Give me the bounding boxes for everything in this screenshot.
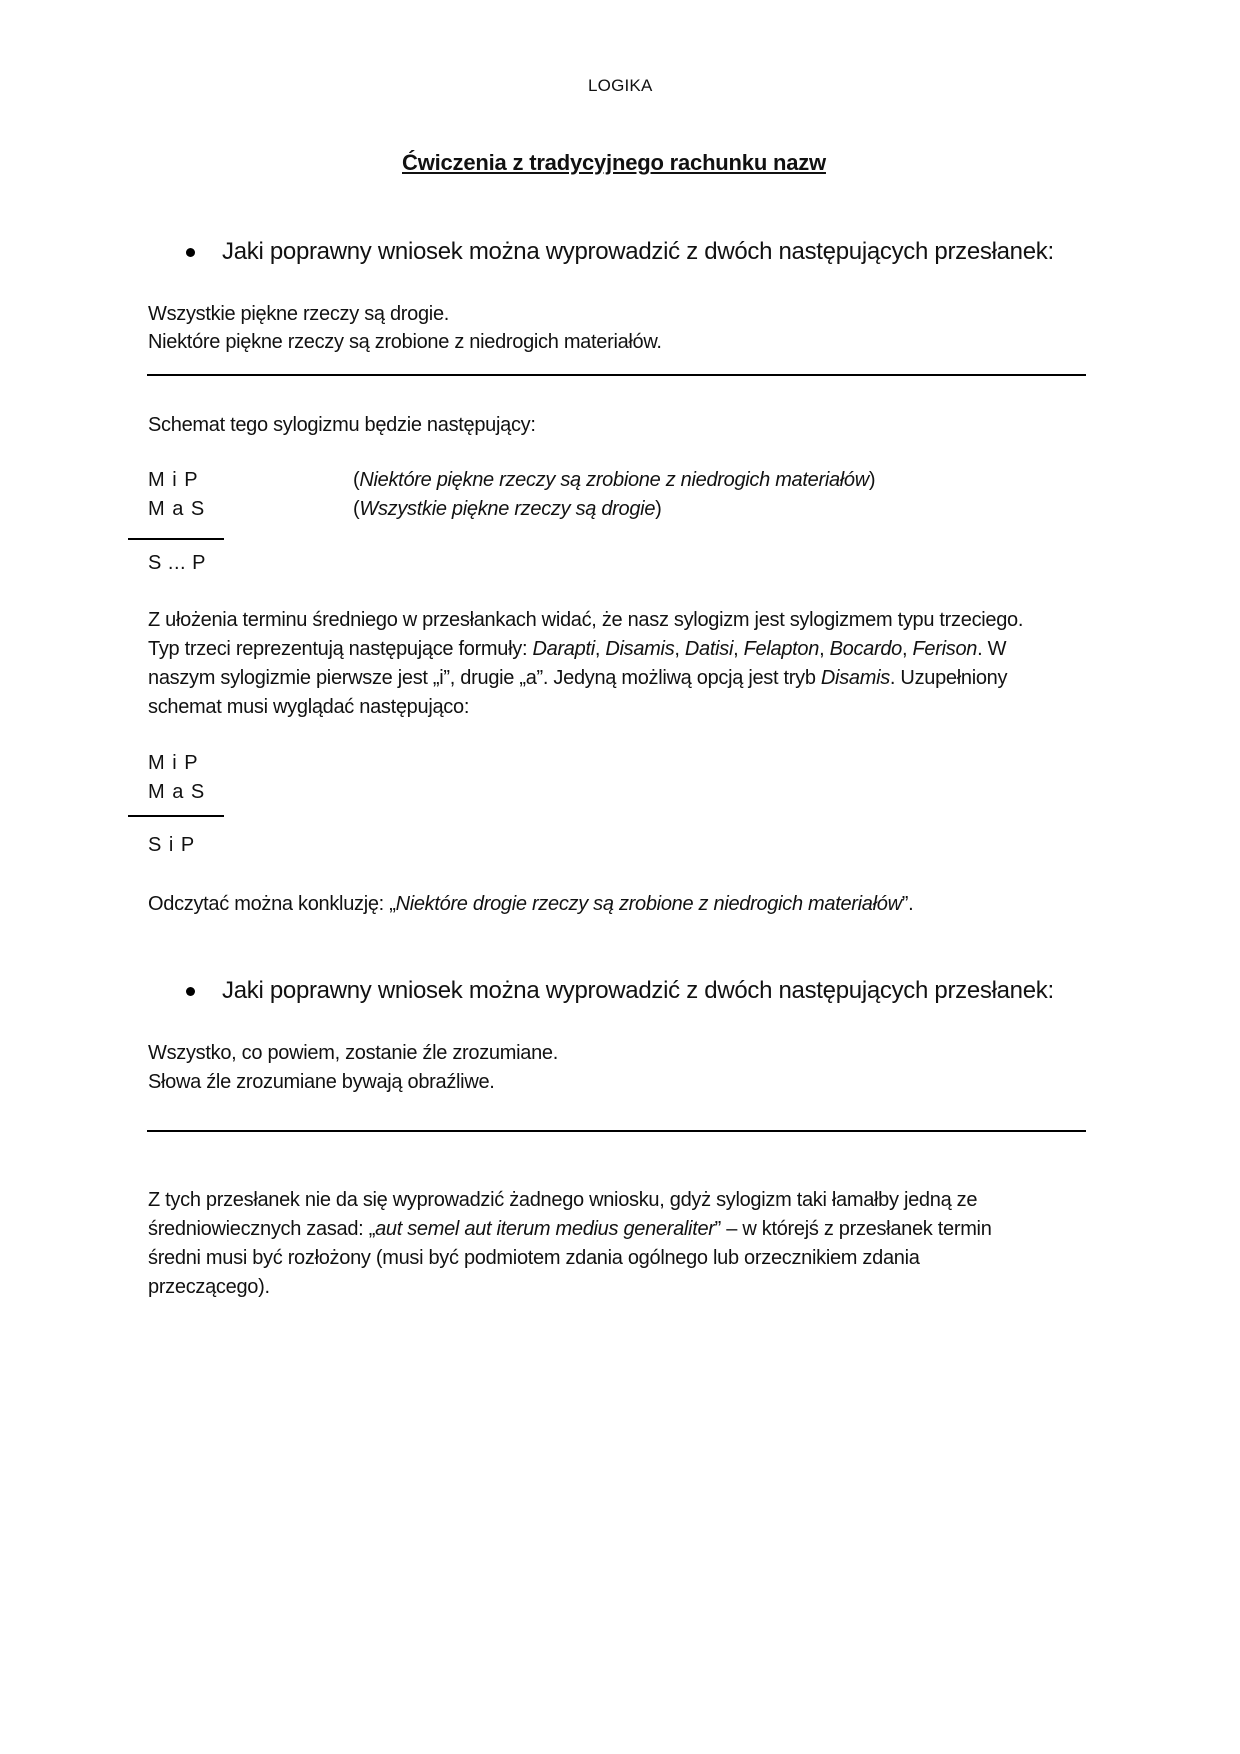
answer-line-text: przeczącego).	[148, 1276, 270, 1298]
exercise1-premise2: Niektóre piękne rzeczy są zrobione z niedrogich materiałów.	[148, 331, 662, 353]
schema2-row2: M a S	[148, 781, 206, 803]
conclusion-line	[128, 538, 224, 540]
schema-row2-note: (Wszystkie piękne rzeczy są drogie)	[353, 498, 662, 520]
schema2-row1: M i P	[148, 752, 199, 774]
conclusion-text: Odczytać można konkluzję: „Niektóre drogie rzeczy są zrobione z niedrogich materiałów”.	[148, 893, 914, 915]
schema2-conclusion: S i P	[148, 834, 196, 856]
exercise2-premise1: Wszystko, co powiem, zostanie źle zrozumiane.	[148, 1042, 558, 1064]
answer-paragraph	[148, 1186, 1088, 1302]
conclusion-line	[128, 815, 224, 817]
exercise2-question: Jaki poprawny wniosek można wyprowadzić z dwóch następujących przesłanek:	[222, 977, 1054, 1004]
explanation-line: Typ trzeci reprezentują następujące formuły: Darapti, Disamis, Datisi, Felapton, Bocardo, Ferison. W	[148, 638, 1007, 660]
bullet-icon	[186, 987, 195, 996]
schema-conclusion: S ... P	[148, 552, 206, 574]
answer-line-text: średni musi być rozłożony (musi być podmiotem zdania ogólnego lub orzecznikiem zdania	[148, 1247, 920, 1269]
explanation-line: schemat musi wyglądać następująco:	[148, 696, 470, 718]
schema-intro: Schemat tego sylogizmu będzie następujący:	[148, 414, 536, 436]
explanation-paragraph	[148, 606, 1088, 722]
answer-line-text: Z tych przesłanek nie da się wyprowadzić żadnego wniosku, gdyż sylogizm taki łamałby jedną ze	[148, 1189, 978, 1211]
exercise1-question: Jaki poprawny wniosek można wyprowadzić z dwóch następujących przesłanek:	[222, 238, 1054, 265]
answer-line	[147, 374, 1086, 376]
exercise2-premise2: Słowa źle zrozumiane bywają obraźliwe.	[148, 1071, 495, 1093]
answer-line	[147, 1130, 1086, 1132]
bullet-icon	[186, 248, 195, 257]
schema-row1-note: (Niektóre piękne rzeczy są zrobione z niedrogich materiałów)	[353, 469, 876, 491]
schema-row2-formula: M a S	[148, 498, 206, 520]
page-title: Ćwiczenia z tradycyjnego rachunku nazw	[402, 150, 826, 175]
exercise1-premise1: Wszystkie piękne rzeczy są drogie.	[148, 303, 450, 325]
explanation-line: Z ułożenia terminu średniego w przesłankach widać, że nasz sylogizm jest sylogizmem typu trzeciego.	[148, 609, 1024, 631]
answer-line-text: średniowiecznych zasad: „aut semel aut iterum medius generaliter” – w którejś z przesłanek termin	[148, 1218, 992, 1240]
page-header: LOGIKA	[588, 76, 653, 95]
schema-row1-formula: M i P	[148, 469, 199, 491]
explanation-line: naszym sylogizmie pierwsze jest „i”, drugie „a”. Jedyną możliwą opcją jest tryb Disamis. Uzupełniony	[148, 667, 1008, 689]
